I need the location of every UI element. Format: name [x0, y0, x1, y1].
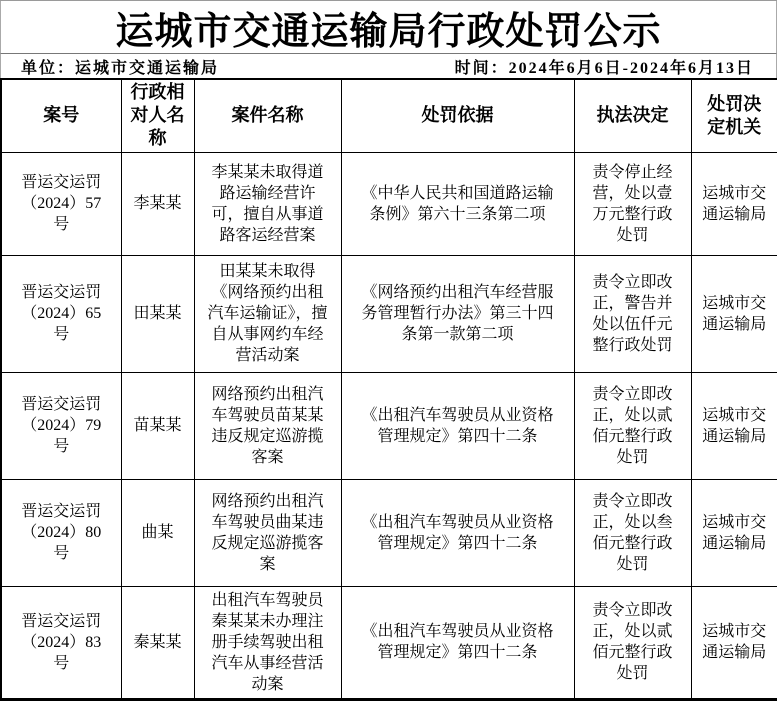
header-penalty-basis: 处罚依据	[341, 79, 574, 152]
header-decision-authority: 处罚决定机关	[691, 79, 777, 152]
cell-case-name: 田某某未取得《网络预约出租汽车运输证》，擅自从事网约车经营活动案	[194, 255, 341, 372]
table-row	[1, 479, 777, 586]
cell-penalty-basis: 《出租汽车驾驶员从业资格管理规定》第四十二条	[341, 479, 574, 586]
cell-penalty-basis: 《中华人民共和国道路运输条例》第六十三条第二项	[341, 152, 574, 255]
cell-case-number: 晋运交运罚（2024）83号	[1, 586, 121, 699]
cell-enforcement-decision: 责令立即改正，处以叁佰元整行政处罚	[574, 479, 691, 586]
cell-enforcement-decision: 责令立即改正，警告并处以伍仟元整行政处罚	[574, 255, 691, 372]
cell-enforcement-decision: 责令立即改正，处以贰佰元整行政处罚	[574, 372, 691, 479]
table-row	[1, 255, 777, 372]
cell-case-name: 网络预约出租汽车驾驶员苗某某违反规定巡游揽客案	[194, 372, 341, 479]
cell-party-name: 秦某某	[121, 586, 194, 699]
cell-decision-authority: 运城市交通运输局	[691, 255, 777, 372]
cell-decision-authority: 运城市交通运输局	[691, 586, 777, 699]
cell-decision-authority: 运城市交通运输局	[691, 372, 777, 479]
cell-case-number: 晋运交运罚（2024）65号	[1, 255, 121, 372]
cell-party-name: 李某某	[121, 152, 194, 255]
cell-penalty-basis: 《出租汽车驾驶员从业资格管理规定》第四十二条	[341, 372, 574, 479]
cell-case-name: 网络预约出租汽车驾驶员曲某违反规定巡游揽客案	[194, 479, 341, 586]
cell-party-name: 苗某某	[121, 372, 194, 479]
cell-enforcement-decision: 责令立即改正，处以贰佰元整行政处罚	[574, 586, 691, 699]
table-row	[1, 586, 777, 699]
cell-case-name: 李某某未取得道路运输经营许可，擅自从事道路客运经营案	[194, 152, 341, 255]
header-case-name: 案件名称	[194, 79, 341, 152]
cell-party-name: 曲某	[121, 479, 194, 586]
cell-case-number: 晋运交运罚（2024）80号	[1, 479, 121, 586]
cell-case-number: 晋运交运罚（2024）57号	[1, 152, 121, 255]
cell-decision-authority: 运城市交通运输局	[691, 152, 777, 255]
meta-row	[0, 53, 777, 78]
penalty-table	[0, 78, 777, 701]
table-row	[1, 152, 777, 255]
table-header-row	[1, 79, 777, 152]
header-case-number: 案号	[1, 79, 121, 152]
cell-penalty-basis: 《网络预约出租汽车经营服务管理暂行办法》第三十四条第一款第二项	[341, 255, 574, 372]
title-section	[0, 1, 777, 53]
header-party-name: 行政相对人名称	[121, 79, 194, 152]
cell-decision-authority: 运城市交通运输局	[691, 479, 777, 586]
unit-label: 单位：运城市交通运输局	[21, 59, 220, 77]
cell-case-number: 晋运交运罚（2024）79号	[1, 372, 121, 479]
time-range-label: 时间：2024年6月6日-2024年6月13日	[454, 59, 754, 77]
header-enforcement-decision: 执法决定	[574, 79, 691, 152]
cell-enforcement-decision: 责令停止经营，处以壹万元整行政处罚	[574, 152, 691, 255]
cell-party-name: 田某某	[121, 255, 194, 372]
cell-penalty-basis: 《出租汽车驾驶员从业资格管理规定》第四十二条	[341, 586, 574, 699]
cell-case-name: 出租汽车驾驶员秦某某未办理注册手续驾驶出租汽车从事经营活动案	[194, 586, 341, 699]
table-row	[1, 372, 777, 479]
page-title: 运城市交通运输局行政处罚公示	[115, 10, 662, 53]
